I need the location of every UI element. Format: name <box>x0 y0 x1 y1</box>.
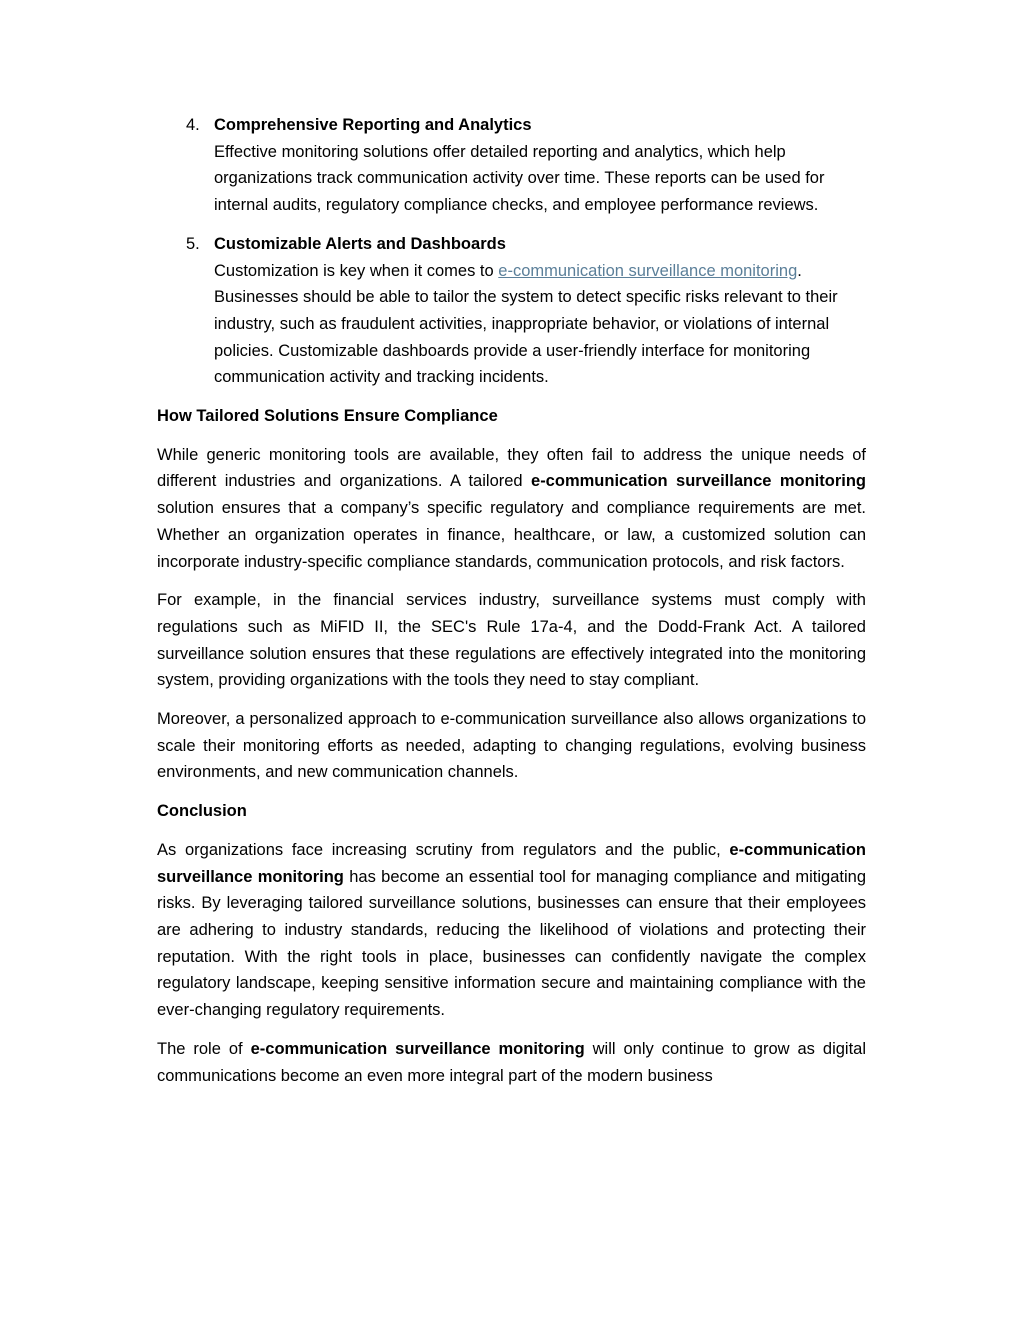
paragraph-tailored-intro <box>157 442 866 576</box>
surveillance-monitoring-link[interactable]: e-communication surveillance monitoring <box>498 261 798 280</box>
text-span: While generic monitoring tools are available, they often fail to address the unique needs of different industries and organizations. A tailored <box>157 445 866 491</box>
list-item-title: Customizable Alerts and Dashboards <box>214 234 506 253</box>
paragraph-financial-example: For example, in the financial services industry, surveillance systems must comply with regulations such as MiFID II, the SEC's Rule 17a-4, and the Dodd-Frank Act. A tailored surveillance solution ensures that these regulations are effectively integrated into the monitoring system, providing organizations with the tools they need to stay compliant. <box>157 591 866 690</box>
list-item-body: Effective monitoring solutions offer detailed reporting and analytics, which help organizations track communication activity over time. These reports can be used for internal audits, regulatory compliance checks, and employee performance reviews. <box>214 142 825 215</box>
paragraph-conclusion <box>157 837 866 1024</box>
text-span: As organizations face increasing scrutiny from regulators and the public, <box>157 840 730 859</box>
text-span: The role of <box>157 1039 251 1058</box>
bold-keyword: e-communication surveillance monitoring <box>157 840 866 886</box>
text-span: will only continue to grow as digital communications become an even more integral part of the modern business <box>157 1039 866 1085</box>
list-item-body <box>214 258 866 392</box>
body-text-after-link: . Businesses should be able to tailor the system to detect specific risks relevant to their industry, such as fraudulent activities, inappropriate behavior, or violations of internal policies. Customizable dashboards provide a user-friendly interface for monitoring communication activity and tracking incidents. <box>214 261 838 387</box>
bold-keyword: e-communication surveillance monitoring <box>531 472 866 491</box>
text-span: has become an essential tool for managing compliance and mitigating risks. By leveraging tailored surveillance solutions, businesses can ensure that their employees are adhering to industry standards, reducing the likelihood of violations and protecting their reputation. With the right tools in place, businesses can confidently navigate the complex regulatory landscape, keeping sensitive information secure and maintaining compliance with the ever-changing regulatory requirements. <box>157 867 867 1020</box>
list-item <box>157 112 866 219</box>
list-number: 5. <box>186 234 200 253</box>
feature-list <box>157 112 866 391</box>
list-item <box>157 231 866 391</box>
list-number: 4. <box>186 116 200 134</box>
list-item-title: Comprehensive Reporting and Analytics <box>214 116 532 134</box>
section-heading-conclusion: Conclusion <box>157 802 247 821</box>
text-span: solution ensures that a company’s specific regulatory and compliance requirements are met. Whether an organization operates in finance, healthcare, or law, a customized solution can incorporate industry-specific compliance standards, communication protocols, and risk factors. <box>157 499 866 571</box>
body-text-before-link: Customization is key when it comes to <box>214 261 499 280</box>
section-heading-tailored-solutions: How Tailored Solutions Ensure Compliance <box>157 407 498 426</box>
document-page <box>157 112 866 1101</box>
bold-keyword: e-communication surveillance monitoring <box>250 1039 585 1058</box>
paragraph-role <box>157 1036 866 1089</box>
paragraph-personalized-approach: Moreover, a personalized approach to e-communication surveillance also allows organizations to scale their monitoring efforts as needed, adapting to changing regulations, evolving business environments, and new communication channels. <box>157 710 866 782</box>
